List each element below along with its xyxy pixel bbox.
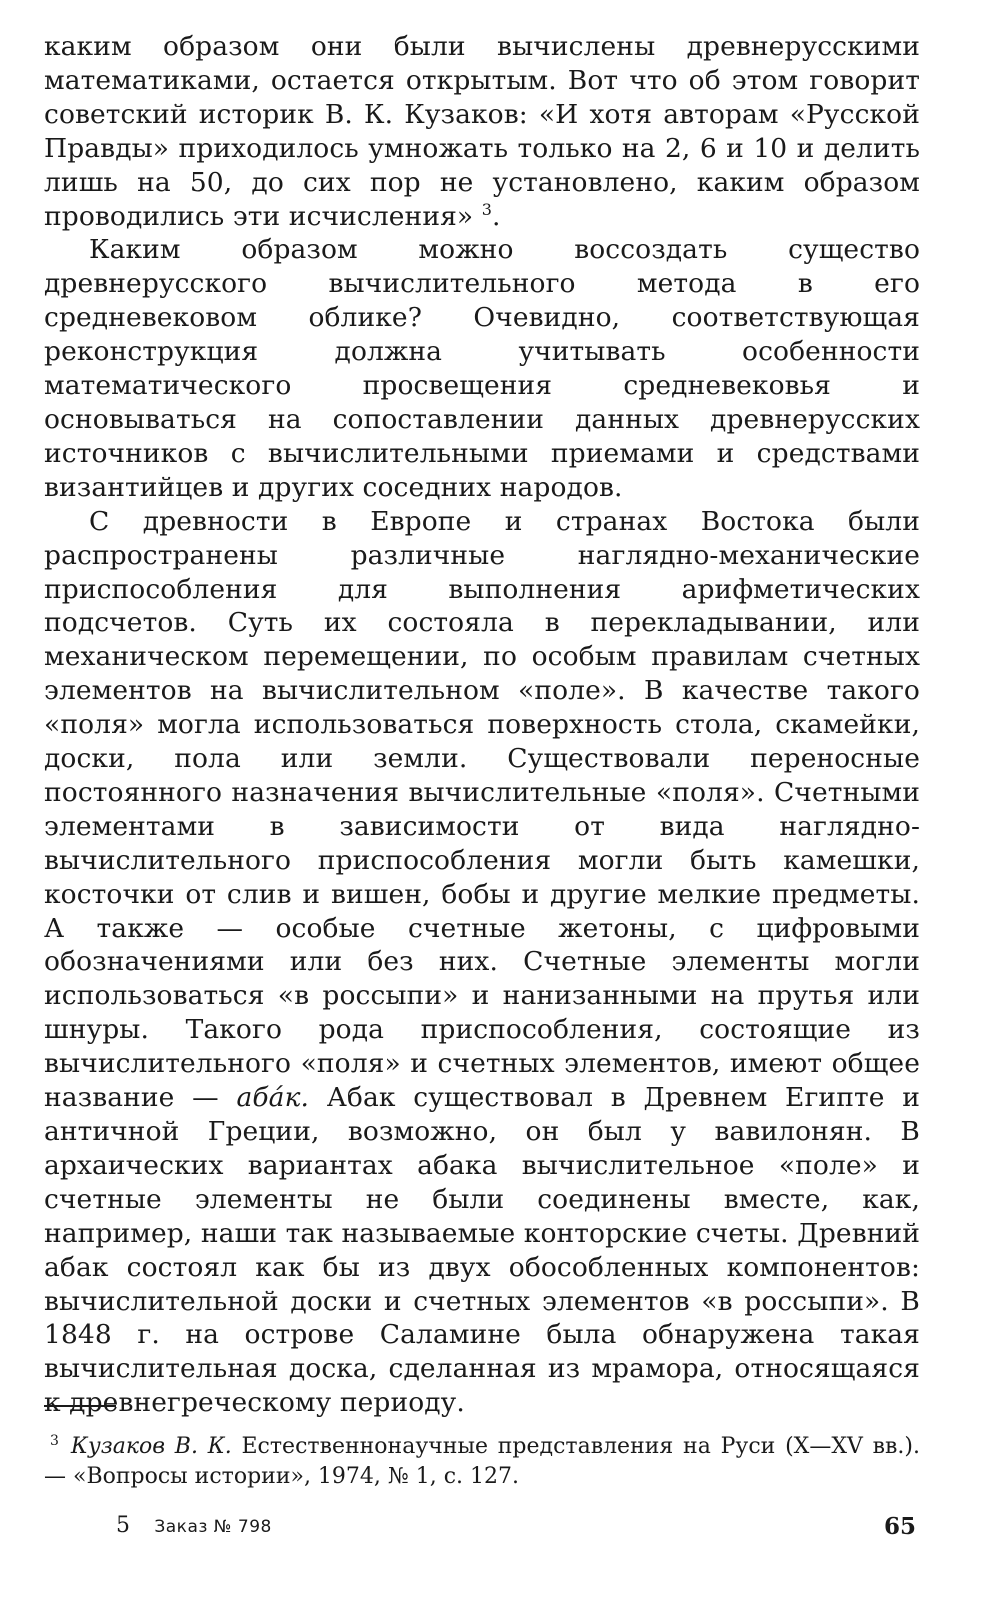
page-footer bbox=[116, 1513, 916, 1545]
page-number: 65 bbox=[883, 1513, 916, 1540]
main-text bbox=[44, 30, 920, 1420]
paragraph-2-text: Каким образом можно воссоздать существо древнерусского вычислительного метода в его средневековом облике? Очевидно, соответствующая реконструкция должна учитывать особенности математического просвещения средневековья и основываться на сопоставлении данных древнерусских источников с вычислительными приемами и средствами византийцев и других соседних народов. bbox=[44, 234, 920, 503]
page-body bbox=[44, 30, 920, 1420]
footnote-divider bbox=[44, 1405, 116, 1407]
footnote: 3 Кузаков В. К. Естественнонаучные представления на Руси (X—XV вв.). — «Вопросы истории», 1974, № 1, с. 127. bbox=[44, 1432, 920, 1489]
term-abacus: абáк. bbox=[236, 1082, 310, 1114]
paragraph-2 bbox=[44, 233, 920, 504]
footnote-author: Кузаков В. К. bbox=[70, 1434, 232, 1459]
paragraph-3 bbox=[44, 505, 920, 1420]
paragraph-1-text: каким образом они были вычислены древнерусскими математиками, остается открытым. Вот что об этом говорит советский историк В. К. Кузаков: «И хотя авторам «Русской Правды» приходилось умножать только на 2, 6 и 10 и делить лишь на 50, до сих пор не установлено, каким образом проводились эти исчисления» bbox=[44, 31, 920, 232]
paragraph-3-text-after: Абак существовал в Древнем Египте и античной Греции, возможно, он был у вавилонян. В архаических вариантах абака вычислительное «поле» и счетные элементы не были соединены вместе, как, например, наши так называемые конторские счеты. Древний абак состоял как бы из двух обособленных компонентов: вычислительной доски и счетных элементов «в россыпи». В 1848 г. на острове Саламине была обнаружена такая вычислительная доска, сделанная из мрамора, относящаяся к древнегреческому периоду. bbox=[44, 1082, 920, 1419]
paragraph-1: каким образом они были вычислены древнерусскими математиками, остается открытым. Вот что об этом говорит советский историк В. К. Кузаков: «И хотя авторам «Русской Правды» приходилось умножать только на 2, 6 и 10 и делить лишь на 50, до сих пор не установлено, каким образом проводились эти исчисления» $^3$. bbox=[44, 31, 920, 232]
paragraph-3-text-before: С древности в Европе и странах Востока были распространены различные наглядно-механические приспособления для выполнения арифметических подсчетов. Суть их состояла в перекладывании, или механическом перемещении, по особым правилам счетных элементов на вычислительном «поле». В качестве такого «поля» могла использоваться поверхность стола, скамейки, доски, пола или земли. Существовали переносные постоянного назначения вычислительные «поля». Счетными элементами в зависимости от вида наглядно-вычислительного приспособления могли быть камешки, косточки от слив и вишен, бобы и другие мелкие предметы. А также — особые счетные жетоны, с цифровыми обозначениями или без них. Счетные элементы могли использоваться «в россыпи» и нанизанными на прутья или шнуры. Такого рода приспособления, состоящие из вычислительного «поля» и счетных элементов, имеют общее название — bbox=[44, 505, 920, 1114]
footnote-text: Естественнонаучные представления на Руси (X—XV вв.). — «Вопросы истории», 1974, № 1, с. 127. bbox=[44, 1434, 920, 1489]
signature-number: 5 bbox=[116, 1513, 130, 1538]
signature-order: Заказ № 798 bbox=[154, 1517, 272, 1537]
print-signature bbox=[116, 1513, 272, 1538]
footnote-reference: 3 bbox=[481, 199, 493, 219]
